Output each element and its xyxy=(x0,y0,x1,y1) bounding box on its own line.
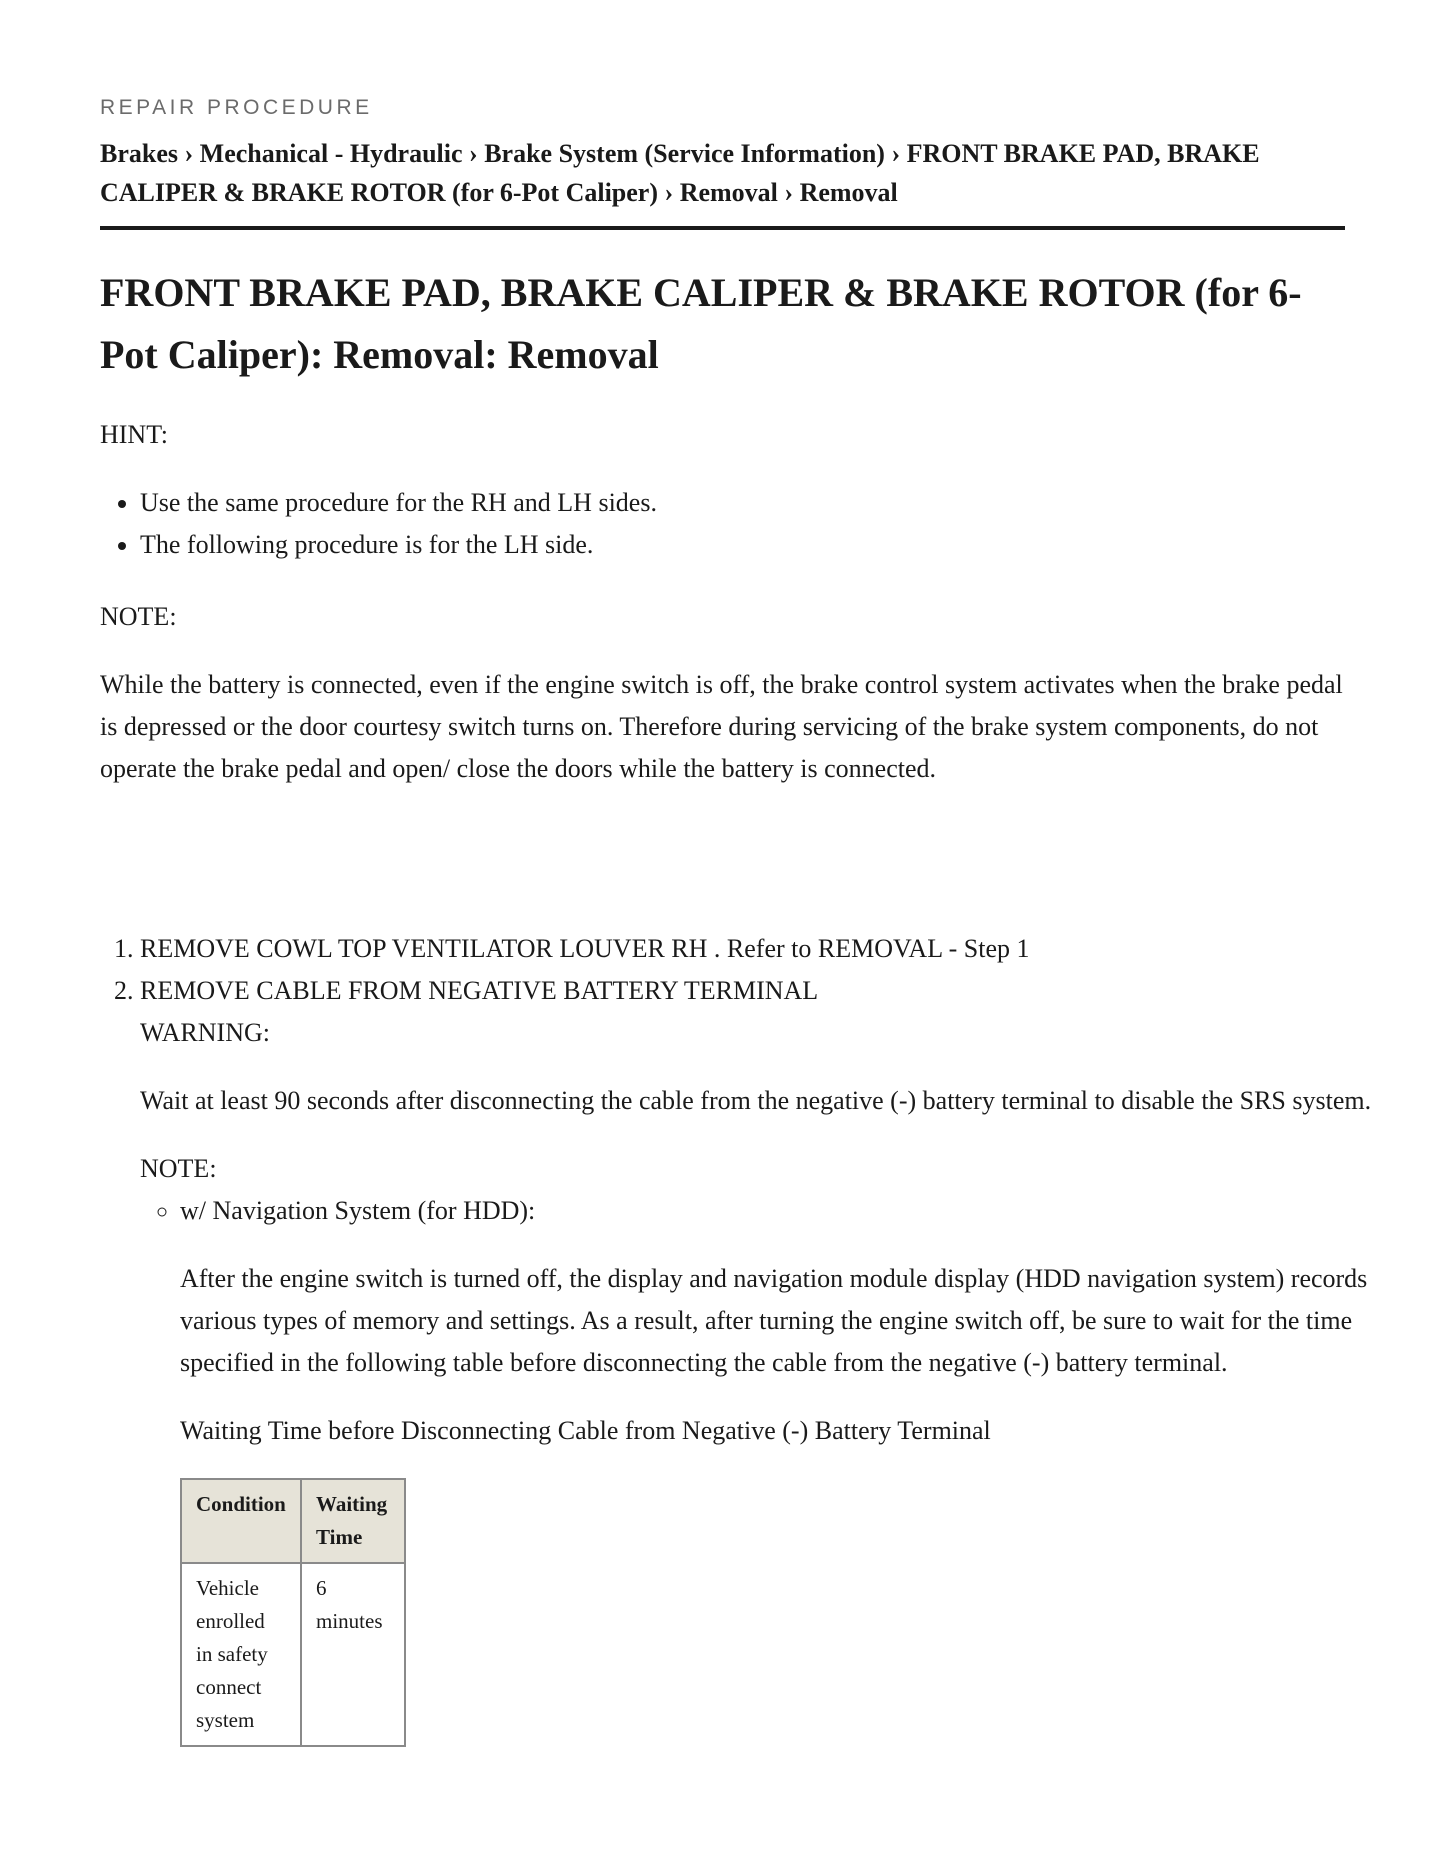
table-row xyxy=(181,1563,405,1746)
list-item: • The following procedure is for the LH side. xyxy=(140,524,657,566)
header-divider xyxy=(100,226,1345,230)
procedure-steps xyxy=(100,928,1385,1747)
note-text: While the battery is connected, even if the engine switch is off, the brake control system activates when the brake pedal is depressed or the door courtesy switch turns on. Therefore during servicing of the brake system components, do not operate the brake pedal and open/ close the doors while the battery is connected. xyxy=(100,670,1343,783)
step-text: REMOVE COWL TOP VENTILATOR LOUVER RH . Refer to REMOVAL - Step 1 xyxy=(140,934,1030,963)
table-header-row xyxy=(181,1479,405,1563)
waiting-time-table xyxy=(180,1478,406,1747)
hint-list xyxy=(100,482,657,566)
breadcrumb-separator: › xyxy=(664,178,674,207)
breadcrumb-separator: › xyxy=(891,139,901,168)
step-item xyxy=(140,928,1385,970)
section-kicker: REPAIR PROCEDURE xyxy=(100,96,373,119)
page-title: FRONT BRAKE PAD, BRAKE CALIPER & BRAKE ROTOR (for 6-Pot Caliper): Removal: Removal xyxy=(100,270,1302,377)
warning-label: WARNING: xyxy=(140,1018,270,1047)
column-header-condition: Condition xyxy=(181,1479,301,1563)
breadcrumb-item-mechanical-hydraulic[interactable]: Mechanical - Hydraulic xyxy=(199,139,463,168)
hint-label: HINT: xyxy=(100,420,169,449)
sub-item-text: After the engine switch is turned off, the display and navigation module display (HDD navigation system) records various types of memory and settings. As a result, after turning the engine switch off, be sure to wait for the time specified in the following table before disconnecting the cable from the negative (-) battery terminal. xyxy=(180,1264,1368,1377)
breadcrumb-item-brake-system[interactable]: Brake System (Service Information) xyxy=(484,139,885,168)
step-item xyxy=(140,970,1385,1747)
breadcrumb-item-removal-current[interactable]: Removal xyxy=(799,178,898,207)
breadcrumb-separator: › xyxy=(469,139,478,168)
note-label: NOTE: xyxy=(140,1154,217,1183)
breadcrumb-separator: › xyxy=(784,178,794,207)
table-caption: Waiting Time before Disconnecting Cable from Negative (-) Battery Terminal xyxy=(180,1416,991,1445)
breadcrumb-item-brakes[interactable]: Brakes xyxy=(100,139,178,168)
breadcrumb-separator: › xyxy=(184,139,194,168)
breadcrumb-item-removal[interactable]: Removal xyxy=(679,178,778,207)
warning-text: Wait at least 90 seconds after disconnecting the cable from the negative (-) battery terminal to disable the SRS system. xyxy=(140,1086,1372,1115)
breadcrumb xyxy=(100,134,1345,212)
navigation-note-list xyxy=(140,1190,1385,1747)
step-text: 2. REMOVE CABLE FROM NEGATIVE BATTERY TERMINAL xyxy=(140,976,819,1005)
sub-item-heading: ◦ w/ Navigation System (for HDD): xyxy=(180,1196,536,1225)
breadcrumb-item-front-brake[interactable]: FRONT BRAKE PAD, BRAKE CALIPER & BRAKE ROTOR (for 6-Pot Caliper) xyxy=(100,139,1260,207)
list-item xyxy=(180,1190,1385,1747)
column-header-waiting-time: Waiting Time xyxy=(301,1479,405,1563)
list-item: • Use the same procedure for the RH and LH sides. xyxy=(140,482,657,524)
table-cell-condition: Vehicle enrolled in safety connect system xyxy=(181,1563,301,1746)
table-cell-waiting-time: 6 minutes xyxy=(301,1563,405,1746)
note-label: NOTE: xyxy=(100,602,177,631)
